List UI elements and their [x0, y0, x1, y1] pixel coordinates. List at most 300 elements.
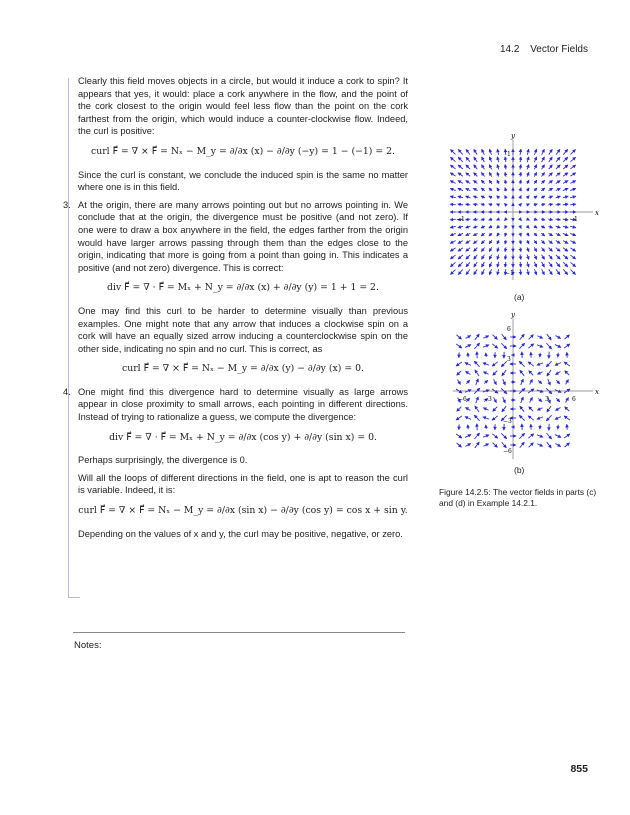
field-arrow	[555, 444, 560, 447]
field-arrow	[548, 204, 552, 205]
field-arrow	[555, 336, 560, 339]
field-arrow	[505, 157, 506, 162]
field-arrow	[497, 233, 499, 236]
field-arrow	[466, 226, 471, 228]
field-arrow	[484, 380, 488, 383]
field-arrow	[527, 172, 529, 176]
notes-divider	[73, 632, 405, 633]
field-arrow	[481, 204, 485, 205]
field-arrow	[492, 362, 498, 366]
field-arrow	[549, 180, 553, 183]
field-arrow	[458, 233, 463, 235]
field-arrow	[457, 407, 462, 411]
margin-rule	[68, 78, 69, 598]
field-arrow	[483, 444, 488, 446]
field-arrow	[565, 443, 570, 447]
field-arrow	[494, 379, 497, 384]
field-arrow	[556, 241, 560, 244]
field-arrow	[563, 157, 568, 162]
field-arrow	[520, 442, 525, 448]
field-arrow	[489, 247, 491, 251]
field-arrow	[542, 269, 545, 274]
field-arrow	[549, 173, 553, 177]
field-arrow	[503, 397, 506, 403]
field-arrow	[527, 219, 530, 221]
field-arrow	[520, 255, 521, 260]
field-arrow	[537, 408, 542, 411]
field-arrow	[450, 188, 456, 190]
field-arrow	[570, 157, 575, 161]
field-arrow	[450, 248, 455, 251]
field-arrow	[520, 247, 521, 251]
field-arrow	[450, 262, 455, 266]
field-arrow	[486, 425, 487, 429]
field-arrow	[547, 442, 551, 448]
field-arrow	[497, 262, 498, 267]
field-arrow	[519, 203, 521, 205]
field-arrow	[529, 335, 534, 340]
field-arrow	[482, 262, 485, 267]
field-arrow	[466, 262, 470, 267]
tick-label: −3	[503, 418, 512, 425]
field-arrow	[497, 204, 500, 206]
field-arrow	[451, 270, 456, 275]
field-arrow	[458, 226, 463, 227]
field-arrow	[505, 247, 506, 251]
field-arrow	[466, 407, 471, 410]
field-arrow	[497, 157, 498, 162]
field-arrow	[475, 334, 479, 340]
main-text	[63, 75, 408, 545]
field-arrow	[505, 226, 507, 229]
field-arrow	[541, 196, 545, 198]
field-arrow	[497, 180, 499, 184]
field-arrow	[458, 204, 463, 205]
field-arrow	[556, 407, 561, 410]
field-arrow	[527, 149, 528, 155]
field-arrow	[481, 248, 484, 252]
field-arrow	[497, 149, 498, 155]
field-arrow	[497, 226, 500, 229]
field-arrow	[555, 435, 561, 438]
field-arrow	[541, 173, 544, 177]
field-arrow	[482, 269, 485, 274]
field-arrow	[489, 180, 492, 184]
field-arrow	[482, 149, 485, 154]
field-arrow	[563, 173, 568, 176]
paragraph: Will all the loops of different directions in the field, one is apt to reason the curl is variable. Indeed, it is:	[78, 472, 408, 496]
y-axis-label: y	[511, 311, 515, 319]
figure-caption: Figure 14.2.5: The vector fields in parts (c) and (d) in Example 14.2.1.	[439, 487, 597, 508]
field-arrow	[483, 435, 489, 437]
field-arrow	[489, 262, 491, 267]
field-arrow	[505, 233, 506, 237]
field-arrow	[556, 149, 560, 154]
field-arrow	[529, 407, 533, 412]
field-arrow	[564, 416, 570, 420]
field-arrow	[502, 334, 507, 340]
field-arrow	[481, 219, 485, 220]
field-arrow	[520, 262, 521, 267]
field-arrow	[534, 165, 536, 170]
field-arrow	[501, 343, 506, 348]
notes-label: Notes:	[74, 640, 102, 651]
field-arrow	[474, 361, 479, 367]
field-arrow	[534, 172, 536, 176]
item-number: 3.	[63, 199, 71, 210]
field-arrow	[537, 345, 543, 347]
field-arrow	[520, 180, 521, 184]
field-arrow	[556, 157, 560, 162]
field-arrow	[556, 269, 560, 274]
field-arrow	[527, 269, 528, 275]
field-arrow	[475, 442, 479, 448]
field-arrow	[520, 188, 521, 192]
field-arrow	[542, 165, 545, 169]
field-arrow	[566, 398, 569, 403]
field-arrow	[542, 262, 545, 267]
field-arrow	[457, 371, 462, 375]
equation-curl-1: curl F⃗ = ∇ × F⃗ = Nₓ − M_y = ∂/∂x (x) − ∂/∂y (−y) = 1 − (−1) = 2.	[91, 145, 395, 157]
field-arrow	[521, 397, 524, 403]
field-arrow	[527, 247, 529, 251]
field-arrow	[489, 240, 492, 244]
field-arrow	[489, 219, 493, 220]
field-arrow	[528, 416, 534, 420]
tick-label: 6	[507, 326, 511, 333]
field-arrow	[466, 269, 470, 274]
field-arrow	[563, 219, 568, 220]
field-arrow	[548, 233, 552, 235]
field-arrow	[481, 233, 485, 236]
field-arrow	[564, 362, 570, 366]
field-arrow	[474, 255, 478, 259]
field-arrow	[473, 219, 477, 220]
field-arrow	[537, 435, 543, 437]
field-arrow	[505, 255, 506, 260]
field-arrow	[541, 180, 544, 183]
field-arrow	[456, 416, 462, 420]
field-arrow	[534, 269, 536, 275]
field-arrow	[457, 335, 462, 339]
field-arrow	[458, 241, 463, 244]
field-arrow	[546, 361, 551, 367]
field-arrow	[497, 196, 500, 199]
field-arrow	[474, 157, 477, 162]
field-arrow	[565, 407, 570, 411]
field-arrow	[519, 343, 524, 348]
field-arrow	[566, 380, 569, 385]
field-arrow	[520, 406, 524, 412]
field-arrow	[458, 149, 462, 154]
field-arrow	[476, 397, 478, 403]
field-arrow	[457, 443, 462, 447]
field-arrow	[563, 255, 568, 259]
vector-field-figure-a	[445, 132, 605, 287]
field-arrow	[537, 372, 542, 375]
field-arrow	[556, 371, 561, 374]
field-arrow	[528, 362, 534, 366]
field-arrow	[483, 417, 489, 419]
field-arrow	[520, 233, 521, 237]
field-arrow	[489, 233, 492, 236]
field-arrow	[565, 371, 570, 375]
field-arrow	[474, 262, 477, 267]
field-arrow	[519, 361, 524, 366]
field-arrow	[563, 196, 568, 197]
field-arrow	[505, 262, 506, 267]
field-arrow	[548, 196, 552, 198]
field-arrow	[537, 336, 542, 338]
field-arrow	[489, 269, 491, 275]
field-arrow	[556, 398, 559, 402]
field-arrow	[519, 218, 521, 220]
equation-curl-2: curl F⃗ = ∇ × F⃗ = Nₓ − M_y = ∂/∂x (y) − ∂/∂y (x) = 0.	[122, 363, 364, 375]
field-arrow	[556, 173, 560, 177]
paragraph: Depending on the values of x and y, the curl may be positive, negative, or zero.	[78, 528, 403, 539]
field-arrow	[555, 363, 561, 366]
field-arrow	[483, 336, 488, 338]
field-arrow	[534, 233, 537, 236]
field-arrow	[492, 434, 498, 438]
field-arrow	[556, 165, 560, 169]
field-arrow	[555, 345, 561, 348]
field-arrow	[534, 157, 536, 162]
field-arrow	[548, 219, 552, 220]
field-arrow	[564, 344, 570, 348]
field-arrow	[527, 204, 530, 206]
field-arrow	[534, 219, 538, 220]
paragraph: One may find this curl to be harder to determine visually than previous examples. One might note that any arrow that induces a clockwise spin on a cork will have an equally sized arrow inducing a counterclockwise spin on the other side, indicating no spin and no curl. This is correct, as	[78, 305, 408, 354]
field-arrow	[549, 240, 553, 243]
field-arrow	[489, 255, 491, 260]
field-arrow	[527, 196, 530, 199]
field-arrow	[570, 173, 575, 176]
field-arrow	[549, 248, 553, 252]
field-arrow	[527, 180, 529, 184]
list-item-3	[63, 199, 408, 275]
field-arrow	[556, 219, 561, 220]
field-arrow	[450, 241, 455, 244]
field-arrow	[473, 204, 477, 205]
field-arrow	[570, 262, 575, 266]
field-arrow	[492, 416, 498, 420]
field-arrow	[521, 379, 524, 385]
field-arrow	[458, 262, 463, 267]
field-arrow	[483, 372, 488, 375]
field-arrow	[504, 218, 506, 220]
field-arrow	[458, 165, 463, 169]
field-arrow	[458, 269, 462, 274]
field-arrow	[537, 444, 542, 446]
equation-div-1: div F⃗ = ∇ · F⃗ = Mₓ + N_y = ∂/∂x (x) + ∂/∂y (y) = 1 + 1 = 2.	[107, 282, 379, 294]
field-arrow	[502, 370, 506, 376]
field-arrow	[451, 150, 456, 155]
field-arrow	[481, 188, 485, 191]
field-arrow	[534, 240, 537, 244]
field-arrow	[497, 165, 499, 170]
field-arrow	[570, 233, 576, 235]
field-arrow	[450, 157, 455, 161]
field-arrow	[505, 240, 506, 244]
field-arrow	[570, 241, 575, 244]
field-arrow	[505, 188, 506, 192]
y-axis-label: y	[511, 132, 515, 140]
tick-label: 3	[507, 356, 511, 363]
field-arrow	[534, 226, 537, 228]
field-arrow	[483, 408, 488, 411]
field-arrow	[489, 157, 491, 162]
figure-a-caption: (a)	[514, 292, 525, 302]
field-arrow	[493, 443, 498, 448]
tick-label: 6	[572, 396, 576, 403]
field-arrow	[534, 204, 538, 205]
field-arrow	[542, 157, 545, 162]
field-arrow	[494, 397, 497, 402]
field-arrow	[492, 344, 498, 348]
field-arrow	[505, 165, 506, 170]
vector-field-figure-b	[445, 311, 605, 466]
field-arrow	[466, 181, 470, 184]
field-arrow	[465, 345, 471, 348]
field-arrow	[505, 149, 506, 155]
field-arrow	[489, 149, 491, 155]
field-arrow	[497, 172, 499, 176]
field-arrow	[528, 434, 534, 438]
paragraph: Perhaps surprisingly, the divergence is 0.	[78, 455, 248, 466]
field-arrow	[527, 157, 528, 162]
field-arrow	[541, 248, 544, 252]
field-arrow	[563, 188, 568, 190]
field-arrow	[520, 172, 521, 176]
field-arrow	[473, 226, 477, 228]
field-arrow	[483, 363, 489, 365]
field-arrow	[571, 150, 576, 155]
field-arrow	[546, 343, 551, 349]
field-arrow	[497, 188, 499, 191]
field-arrow	[540, 425, 541, 429]
field-arrow	[534, 180, 537, 184]
field-arrow	[458, 181, 463, 184]
field-arrow	[519, 415, 524, 420]
field-arrow	[481, 196, 485, 198]
page-number: 855	[570, 763, 588, 775]
field-arrow	[482, 255, 485, 259]
paragraph: Since the curl is constant, we conclude the induced spin is the same no matter where one is in this field.	[78, 169, 408, 193]
field-arrow	[520, 196, 522, 199]
field-arrow	[481, 180, 484, 183]
field-arrow	[520, 269, 521, 275]
field-arrow	[542, 255, 545, 259]
paragraph: Clearly this field moves objects in a circle, but would it induce a cork to spin? It appears that yes, it would: place a cork anywhere in the flow, and the point of the cork closest to the origin would feel less flow than the point on the cork farthest from the origin, which would induce a counter-clockwise flow. Indeed, the curl is positive:	[78, 76, 408, 137]
field-arrow	[474, 149, 477, 154]
field-arrow	[570, 196, 576, 197]
tick-label: 1	[507, 151, 511, 158]
field-arrow	[563, 269, 567, 274]
field-arrow	[547, 370, 551, 376]
paragraph: One might find this divergence hard to determine visually as large arrows appear in close proximity to small arrows, each pointing in different directions. Instead of trying to rationalize a guess, we compute the divergence:	[78, 386, 408, 423]
field-arrow	[541, 233, 545, 236]
field-arrow	[563, 248, 568, 251]
field-arrow	[497, 240, 499, 244]
x-axis-label: x	[595, 209, 599, 217]
field-arrow	[530, 379, 533, 384]
field-arrow	[563, 241, 568, 244]
field-arrow	[466, 233, 471, 235]
field-arrow	[474, 165, 478, 169]
field-arrow	[563, 233, 568, 235]
field-arrow	[570, 165, 575, 169]
field-arrow	[555, 417, 561, 420]
field-arrow	[474, 173, 478, 177]
field-arrow	[527, 188, 529, 191]
field-arrow	[534, 196, 537, 198]
field-arrow	[570, 181, 575, 184]
field-arrow	[502, 406, 506, 412]
tick-label: 1	[574, 216, 578, 223]
field-arrow	[450, 233, 456, 235]
field-arrow	[520, 334, 525, 340]
field-arrow	[493, 371, 497, 376]
field-arrow	[458, 255, 463, 259]
field-arrow	[474, 415, 479, 421]
field-arrow	[565, 335, 570, 339]
field-arrow	[528, 344, 534, 348]
field-arrow	[489, 172, 491, 176]
field-arrow	[466, 165, 470, 169]
field-arrow	[450, 255, 455, 259]
field-arrow	[474, 240, 478, 243]
field-arrow	[466, 196, 471, 198]
field-arrow	[465, 417, 471, 420]
field-arrow	[529, 443, 534, 448]
field-arrow	[482, 157, 485, 162]
margin-rule-end	[68, 597, 80, 598]
field-arrow	[534, 188, 537, 191]
tick-label: −1	[505, 270, 514, 277]
field-arrow	[493, 335, 498, 340]
field-arrow	[564, 434, 570, 438]
field-arrow	[466, 248, 470, 252]
field-arrow	[529, 371, 533, 376]
field-arrow	[537, 417, 543, 419]
field-arrow	[450, 219, 456, 220]
tick-label: −6	[458, 396, 467, 403]
field-arrow	[497, 247, 499, 251]
field-arrow	[465, 363, 471, 366]
field-arrow	[497, 255, 499, 260]
field-arrow	[474, 180, 478, 183]
field-arrow	[527, 255, 529, 260]
field-arrow	[537, 363, 543, 365]
field-arrow	[541, 188, 545, 191]
field-arrow	[549, 269, 552, 274]
field-arrow	[570, 188, 576, 190]
field-arrow	[473, 233, 477, 235]
section-title: Vector Fields	[530, 44, 588, 55]
field-arrow	[466, 157, 470, 162]
item-number: 4.	[63, 386, 71, 397]
field-arrow	[541, 226, 545, 228]
paragraph: At the origin, there are many arrows pointing out but no arrows pointing in. We conclude that at the origin, the divergence must be positive (and not zero). If one were to draw a box anywhere in the field, the edges farther from the origin would have larger arrows passing through them than the edges close to the origin, indicating that more is going from a point than going in. This indicates a positive (and not zero) divergence. This is correct:	[78, 199, 408, 273]
field-arrow	[497, 219, 500, 221]
field-arrow	[570, 248, 575, 251]
field-arrow	[534, 262, 536, 267]
field-arrow	[527, 165, 529, 170]
field-arrow	[547, 406, 551, 412]
field-arrow	[465, 336, 470, 339]
field-arrow	[456, 344, 462, 348]
